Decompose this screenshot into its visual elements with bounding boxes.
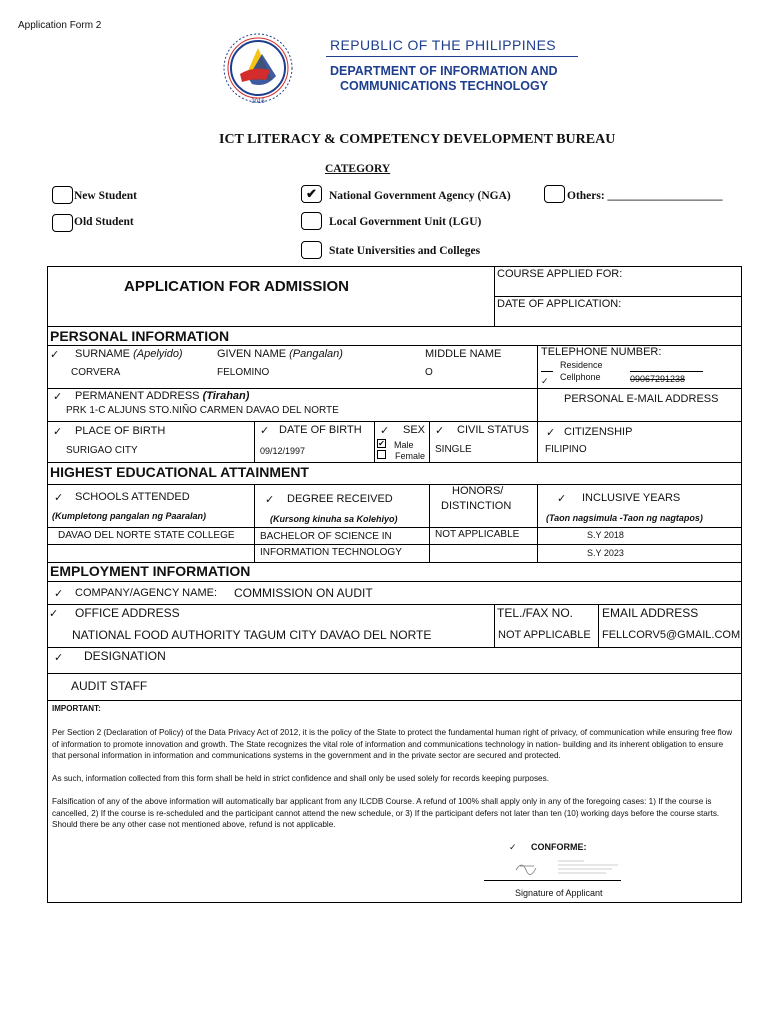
cellphone-value: 09067291238 [630,374,686,384]
signature-line [484,880,621,881]
svg-text:2016: 2016 [251,99,265,105]
refund-paragraph: Falsification of any of the above information will automatically bar applicant from any ILCDB Course. A refund of 100% shall apply only in any of the foregoing cases: 1) If the course is cancelled, 2) If the course is re-scheduled and the participant cannot attend the new schedule, or 3) If the participant defers not later than ten (10) working days before the course starts. Should there be any other case not mentioned above, refund is not applicable. [52,797,720,829]
dob-label: DATE OF BIRTH [279,424,362,436]
company-value: COMMISSION ON AUDIT [234,586,373,600]
rule [47,462,742,463]
degree-value-1: BACHELOR OF SCIENCE IN [260,531,392,542]
rule [47,421,742,422]
rule [47,326,742,327]
rule [47,647,742,648]
telephone-label: TELEPHONE NUMBER: [541,346,662,358]
conforme-label: CONFORME: [531,842,587,852]
rule [47,388,742,389]
middle-name-value: O [425,367,433,378]
suc-label: State Universities and Colleges [329,245,481,257]
category-label: CATEGORY [325,163,391,175]
department-line-1: DEPARTMENT OF INFORMATION AND [330,64,558,78]
rule [47,544,742,545]
nga-checkbox[interactable]: ✔ [301,185,322,203]
middle-name-label: MIDDLE NAME [425,348,502,360]
nga-label: National Government Agency (NGA) [329,190,511,202]
check-mark: ✓ [54,492,64,504]
school-value: DAVAO DEL NORTE STATE COLLEGE [58,530,235,541]
check-mark: ✓ [265,494,275,506]
year-end-value: S.Y 2023 [587,548,624,558]
personal-email-label: PERSONAL E-MAIL ADDRESS [564,393,719,405]
telfax-label: TEL./FAX NO. [497,606,574,620]
col-rule [374,421,375,462]
rule [47,484,742,485]
degree-local-label: (Kursong kinuha sa Kolehiyo) [270,514,398,524]
suc-checkbox[interactable] [301,241,322,259]
male-checkbox[interactable]: ✔ [378,439,385,448]
female-checkbox[interactable] [377,450,386,459]
schools-local-label: (Kumpletong pangalan ng Paaralan) [52,511,207,521]
old-student-label: Old Student [74,216,134,228]
civil-status-value: SINGLE [435,444,472,455]
office-label: OFFICE ADDRESS [75,606,180,620]
female-label: Female [395,451,426,461]
check-mark: ✓ [509,842,517,852]
schools-label: SCHOOLS ATTENDED [75,491,190,503]
honors-value: NOT APPLICABLE [435,529,520,540]
col-rule [537,484,538,562]
dob-value: 09/12/1997 [260,446,306,456]
years-label: INCLUSIVE YEARS [582,492,681,504]
check-mark: ✓ [50,349,60,361]
col-rule [429,484,430,562]
privacy-paragraph: Per Section 2 (Declaration of Policy) of the Data Privacy Act of 2012, it is the policy of the State to protect the fundamental human right of privacy, of communication while ensuring free flow of information to promote innovation and growth. The State recognizes the vital role of information and communications technology in nation- building and its inherent obligation to ensure that personal information in information and communications systems in the government and in the private sector are secured and protected. [52,728,733,760]
check-mark: ✓ [260,425,270,437]
others-label: Others: ____________________ [567,190,723,202]
republic-heading: REPUBLIC OF THE PHILIPPINES [330,37,557,53]
important-heading: IMPORTANT: [52,704,101,713]
cellphone-label: Cellphone [560,372,601,382]
others-checkbox[interactable] [544,185,565,203]
check-mark: ✓ [380,425,390,437]
col-rule [494,604,495,647]
lgu-label: Local Government Unit (LGU) [329,216,482,228]
form-label: Application Form 2 [18,20,102,31]
rule [47,673,742,674]
col-rule [537,421,538,462]
course-applied-label: COURSE APPLIED FOR: [497,268,623,280]
signature-image [512,856,622,878]
col-rule [494,266,495,326]
citizenship-label: CITIZENSHIP [564,426,633,438]
sex-label: SEX [403,424,426,436]
cellphone-check: ✓ [541,376,549,386]
surname-label: SURNAME (Apelyido) [75,348,183,360]
birthplace-value: SURIGAO CITY [66,445,138,456]
rule [495,296,742,297]
years-local-label: (Taon nagsimula -Taon ng nagtapos) [546,513,703,523]
check-mark: ✓ [546,427,556,439]
designation-value: AUDIT STAFF [71,679,148,693]
rule [47,581,742,582]
rule [47,700,742,701]
address-label: PERMANENT ADDRESS (Tirahan) [75,390,250,402]
department-line-2: COMMUNICATIONS TECHNOLOGY [340,79,549,93]
check-mark: ✓ [53,426,63,438]
confidentiality-paragraph: As such, information collected from this form shall be held in strict confidence and shall only be used solely for records keeping purposes. [52,774,549,783]
col-rule [254,484,255,562]
col-rule [429,421,430,462]
col-rule [598,604,599,647]
signature-label: Signature of Applicant [515,888,603,898]
residence-label: Residence [560,360,603,370]
check-mark: ✓ [54,588,64,600]
new-student-label: New Student [74,190,137,202]
designation-label: DESIGNATION [84,649,166,663]
col-rule [254,421,255,462]
employment-heading: EMPLOYMENT INFORMATION [50,563,251,579]
form-title: APPLICATION FOR ADMISSION [124,278,349,295]
check-mark: ✓ [53,391,63,403]
lgu-checkbox[interactable] [301,212,322,230]
check-mark: ✓ [435,425,445,437]
check-mark: ✓ [49,608,59,620]
male-label: Male [394,440,414,450]
given-name-value: FELOMINO [217,367,270,378]
birthplace-label: PLACE OF BIRTH [75,425,166,437]
check-mark: ✓ [557,493,567,505]
check-mark: ✓ [54,652,64,664]
new-student-checkbox[interactable] [52,186,73,204]
civil-status-label: CIVIL STATUS [457,424,529,436]
col-rule [537,345,538,421]
header-rule [326,56,578,57]
year-start-value: S.Y 2018 [587,530,624,540]
dict-seal-logo [222,30,294,106]
given-name-label: GIVEN NAME (Pangalan) [217,348,343,360]
date-of-application-label: DATE OF APPLICATION: [497,298,622,310]
rule [47,527,742,528]
rule [47,604,742,605]
honors-label-2: DISTINCTION [441,500,512,512]
employment-email-label: EMAIL ADDRESS [602,606,699,620]
rule [630,371,703,372]
office-value: NATIONAL FOOD AUTHORITY TAGUM CITY DAVAO DEL NORTE [72,628,432,642]
personal-info-heading: PERSONAL INFORMATION [50,328,230,344]
surname-value: CORVERA [71,367,121,378]
old-student-checkbox[interactable] [52,214,73,232]
bureau-title: ICT LITERACY & COMPETENCY DEVELOPMENT BUREAU [219,132,616,147]
degree-value-2: INFORMATION TECHNOLOGY [260,547,402,558]
telfax-value: NOT APPLICABLE [498,629,591,641]
company-label: COMPANY/AGENCY NAME: [75,587,218,599]
employment-email-value: FELLCORV5@GMAIL.COM [602,629,741,641]
degree-label: DEGREE RECEIVED [287,493,393,505]
citizenship-value: FILIPINO [545,444,587,455]
honors-label-1: HONORS/ [452,485,504,497]
address-value: PRK 1-C ALJUNS STO.NIÑO CARMEN DAVAO DEL NORTE [66,405,339,416]
rule [541,371,553,372]
education-heading: HIGHEST EDUCATIONAL ATTAINMENT [50,464,309,480]
